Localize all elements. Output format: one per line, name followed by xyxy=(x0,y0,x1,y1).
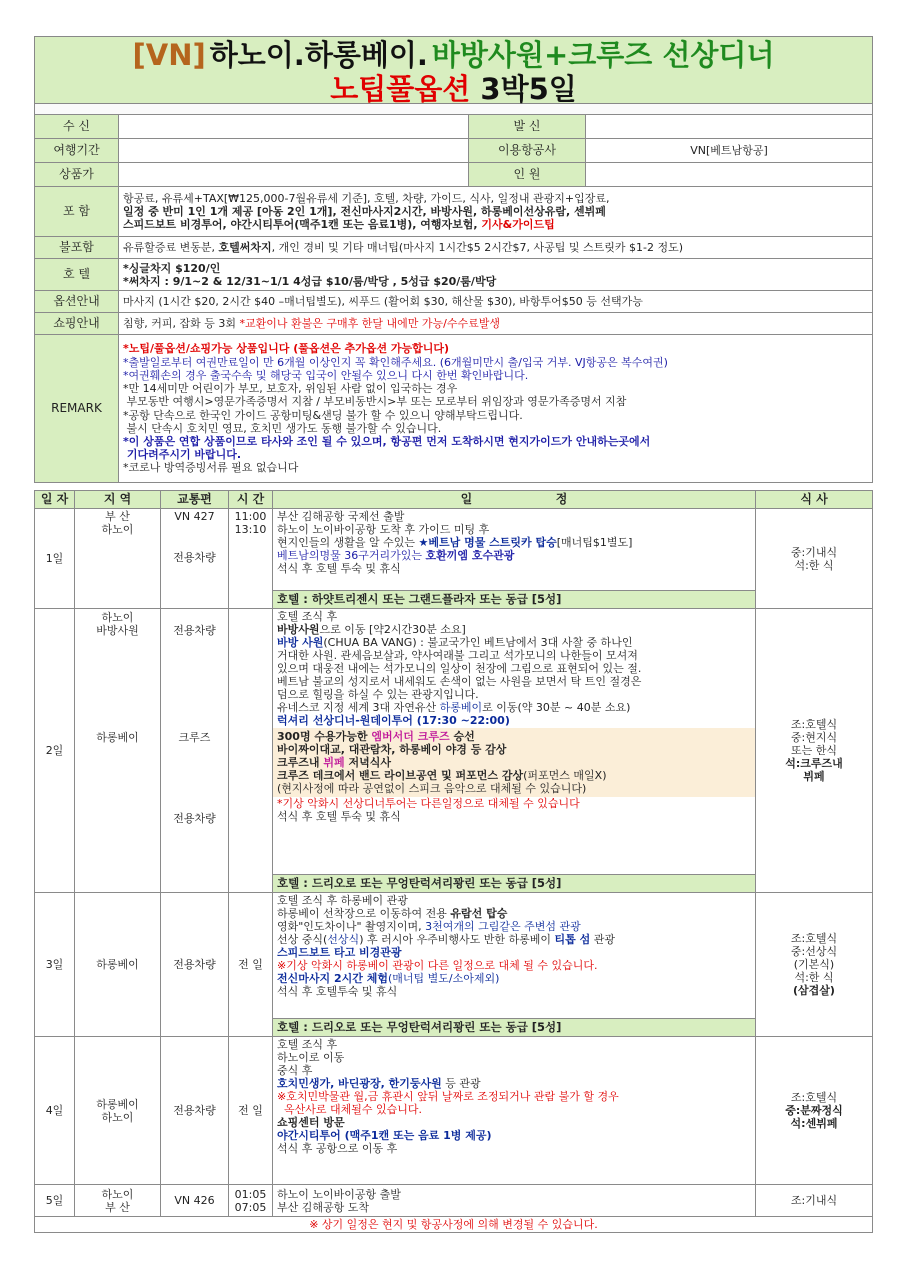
day5-transport: VN 426 xyxy=(161,1185,229,1217)
remark-line: 부모동반 여행시>영문가족증명서 지참 / 부모비동반시>부 또는 모로부터 위임장과 영문가족증명서 지참 xyxy=(123,395,627,409)
schedule-line: ) 후 러시아 우주비행사도 반한 하롱베이 xyxy=(359,933,555,946)
day1-time-depart: 11:00 xyxy=(234,510,267,523)
meal-item: 뷔페 xyxy=(803,770,825,783)
price-label: 상품가 xyxy=(35,163,119,187)
schedule-note: [매너팁$1별도] xyxy=(556,536,633,549)
info-table xyxy=(34,114,873,483)
recipient-value xyxy=(119,115,469,139)
schedule-table xyxy=(34,490,873,1233)
day1-flight: VN 427 xyxy=(174,510,215,523)
babang-highlight: 바방사원 xyxy=(277,623,320,636)
schedule-line: 부산 김해공항 국제선 출발 xyxy=(277,510,405,523)
remark-line: *공항 단속으로 한국인 가이드 공항미팅&샌딩 불가 할 수 있으니 양해부탁드립니다. xyxy=(123,408,523,422)
schedule-line: 하롱베이 선착장으로 이동하여 전용 xyxy=(277,907,451,920)
day2-region-b: 바방사원 xyxy=(96,624,139,637)
period-label: 여행기간 xyxy=(35,139,119,163)
remark-line: 기다려주시기 바랍니다. xyxy=(123,448,242,462)
exclude-label: 불포함 xyxy=(35,237,119,259)
meal-item: 중:현지식 xyxy=(790,731,838,744)
schedule-line: 거대한 사원. 관세음보살과, 약사여래불 그리고 석가모니의 나한들이 모셔져 xyxy=(277,649,638,662)
schedule-line: 하노이 노이바이공항 도착 후 가이드 미팅 후 xyxy=(277,523,490,536)
day5-time xyxy=(229,1185,273,1217)
remark-line: *여권훼손의 경우 출국수속 및 해당국 입국이 안될수 있으니 다시 한번 확인바랍니다. xyxy=(123,368,529,382)
day1-transport xyxy=(161,509,229,609)
day3-label: 3일 xyxy=(35,893,75,1037)
day5-meals: 조:기내식 xyxy=(756,1185,873,1217)
meal-item: 석:크루즈내 xyxy=(785,757,843,770)
day4-label: 4일 xyxy=(35,1037,75,1185)
islands-highlight: 3천여개의 그림같은 주변섬 관광 xyxy=(425,920,581,933)
ambassador-cruise: 엠버서더 크루즈 xyxy=(371,730,450,743)
title-duration: 3박5일 xyxy=(480,72,577,106)
persons-label: 인 원 xyxy=(469,163,586,187)
day2-label: 2일 xyxy=(35,609,75,893)
weather-notice: *기상 악화시 선상디너투어는 다른일정으로 대체될 수 있습니다 xyxy=(277,797,580,810)
schedule-line: 부산 김해공항 도착 xyxy=(277,1200,370,1214)
day5-label: 5일 xyxy=(35,1185,75,1217)
cruise-line: 300명 수용가능한 xyxy=(277,730,372,743)
weather-notice: ※기상 악화시 하롱베이 관광이 다른 일정으로 대체 될 수 있습니다. xyxy=(277,959,598,972)
meal-item: 중:기내식 xyxy=(790,545,838,559)
recipient-label: 수 신 xyxy=(35,115,119,139)
day2-hotel: 호텔 : 드리오로 또는 무엉탄럭셔리꽝린 또는 동급 [5성] xyxy=(273,875,756,893)
exclude-surcharge: 호텔써차지 xyxy=(218,241,272,254)
footer-notice: ※ 상기 일정은 현지 및 항공사정에 의해 변경될 수 있습니다. xyxy=(35,1217,873,1233)
schedule-line: 으로 이동 [약2시간30분 소요] xyxy=(319,623,466,636)
schedule-line: 호텔 조식 후 xyxy=(277,610,338,623)
schedule-line: 유네스코 지정 세계 3대 자연유산 xyxy=(277,701,440,714)
museum-notice-cont: 옥산사로 대체될수 있습니다. xyxy=(277,1103,422,1116)
cruise-line: 승선 xyxy=(449,730,475,743)
title-part2: 바방사원+크루즈 선상디너 xyxy=(431,38,775,72)
schedule-line: 로 이동(약 30분 ~ 40분 소요) xyxy=(482,701,631,714)
cruise-note: (퍼포먼스 매일X) xyxy=(523,769,607,782)
document-title xyxy=(34,36,873,104)
period-value xyxy=(119,139,469,163)
hochiminh-highlight: 호치민생가, 바딘광장, 한기둥사원 xyxy=(277,1077,442,1090)
shopping-value xyxy=(119,313,873,335)
dinner-cruise-title: 럭셔리 선상디너-원데이투어 (17:30 ~22:00) xyxy=(277,714,510,727)
cruise-line: (현지사정에 따라 공연없이 스피크 음악으로 대체될 수 있습니다) xyxy=(277,782,587,795)
day2-meals xyxy=(756,609,873,893)
day2-region-a: 하노이 xyxy=(101,611,134,624)
day4-meals xyxy=(756,1037,873,1185)
hotel-label: 호 텔 xyxy=(35,259,119,291)
cruise-line: 크루즈내 xyxy=(277,756,324,769)
day4-time: 전 일 xyxy=(229,1037,273,1185)
day1-meals xyxy=(756,509,873,609)
include-line2: 일정 중 반미 1인 1개 제공 [아동 2인 1개], 전신마사지2시간, 바방사원, 하롱베이선상유람, 센뷔페 xyxy=(123,205,606,218)
schedule-line: 석식 후 호텔투숙 및 휴식 xyxy=(277,985,398,998)
header-time: 시 간 xyxy=(229,491,273,509)
shopping-part1: 침향, 커피, 잡화 등 3회 xyxy=(123,317,240,330)
title-tag: [VN] xyxy=(132,38,206,72)
halong-highlight: 하롱베이 xyxy=(439,701,483,714)
day5-time-depart: 01:05 xyxy=(234,1187,267,1201)
hoan-kiem-highlight: 호환끼엠 호수관광 xyxy=(425,549,515,562)
day3-schedule xyxy=(273,893,756,1019)
museum-notice: ※호치민박물관 월,금 휴관시 앞뒤 날짜로 조정되거나 관람 불가 할 경우 xyxy=(277,1090,619,1103)
sender-value xyxy=(586,115,873,139)
day2-region xyxy=(75,609,161,893)
meal-item: 석:한 식 xyxy=(794,971,834,984)
day3-meals xyxy=(756,893,873,1037)
price-value xyxy=(119,163,469,187)
meal-item: 석:센뷔페 xyxy=(790,1117,838,1130)
meal-item: (기본식) xyxy=(793,958,835,971)
shopping-visit: 쇼핑센터 방문 xyxy=(277,1116,345,1129)
buffet-highlight: 뷔페 xyxy=(323,756,345,769)
include-tip: 기사&가이드팁 xyxy=(481,218,555,231)
remark-line: *출발일로부터 여권만료일이 만 6개월 이상인지 꼭 확인해주세요. (6개월미만시 출/입국 거부. VJ항공은 복수여권) xyxy=(123,355,668,369)
day1-hotel: 호텔 : 하얏트리젠시 또는 그랜드플라자 또는 동급 [5성] xyxy=(273,591,756,609)
day5-region xyxy=(75,1185,161,1217)
remark-label: REMARK xyxy=(35,335,119,483)
cruise-box xyxy=(273,728,755,797)
remark-line: 불시 단속시 호치민 영묘, 호치민 생가도 동행 불가할 수 있습니다. xyxy=(123,421,442,435)
remark-value xyxy=(119,335,873,483)
day5-region-to: 부 산 xyxy=(105,1200,130,1214)
massage-note: (매너팁 별도/소아제외) xyxy=(387,972,500,985)
day3-time: 전 일 xyxy=(229,893,273,1037)
option-label: 옵션안내 xyxy=(35,291,119,313)
remark-line: *노팁/풀옵션/쇼핑가능 상품입니다 (풀옵션은 추가옵션 가능합니다) xyxy=(123,342,450,356)
schedule-line: 관광 xyxy=(590,933,615,946)
remark-line: *코로나 방역증빙서류 필요 없습니다 xyxy=(123,461,299,475)
schedule-line: 석식 후 공항으로 이동 후 xyxy=(277,1142,398,1155)
header-region: 지 역 xyxy=(75,491,161,509)
section-gap xyxy=(34,483,873,490)
streetcar-highlight: ★베트남 명물 스트릿카 탑승 xyxy=(418,536,557,549)
onboard-lunch: 선상식 xyxy=(327,933,360,946)
meal-item: 조:호텔식 xyxy=(790,1091,838,1104)
day1-time xyxy=(229,509,273,609)
day1-region-to: 하노이 xyxy=(101,523,134,536)
include-line1: 항공료, 유류세+TAX[₩125,000-7월유류세 기준], 호텔, 차량, 가이드, 식사, 일정내 관광지+입장료, xyxy=(123,192,610,205)
day4-schedule xyxy=(273,1037,756,1185)
day1-schedule xyxy=(273,509,756,591)
cruise-line: 저녁식사 xyxy=(344,756,391,769)
exclude-value xyxy=(119,237,873,259)
header-schedule: 일 정 xyxy=(273,491,756,509)
persons-value xyxy=(586,163,873,187)
massage-highlight: 전신마사지 2시간 체험 xyxy=(277,972,388,985)
day4-region-from: 하롱베이 xyxy=(96,1097,139,1111)
meal-item: 조:호텔식 xyxy=(790,932,838,945)
header-meal: 식 사 xyxy=(756,491,873,509)
day1-label: 1일 xyxy=(35,509,75,609)
schedule-line: 석식 후 호텔 투숙 및 휴식 xyxy=(277,810,401,823)
schedule-line: 있으며 대웅전 내에는 석가모니의 일상이 천장에 그림으로 표현되어 있는 절. xyxy=(277,662,642,675)
day5-region-from: 하노이 xyxy=(101,1187,134,1201)
day2-cruise: 크루즈 xyxy=(178,731,211,744)
cruise-boarding: 유람선 탑승 xyxy=(450,907,508,920)
shopping-refund-note: *교환이나 환불은 구매후 한달 내에만 가능/수수료발생 xyxy=(239,317,500,330)
day2-transport xyxy=(161,609,229,893)
night-tour-highlight: 야간시티투어 (맥주1캔 또는 음료 1병 제공) xyxy=(277,1129,492,1142)
meal-item: 석:한 식 xyxy=(794,558,834,572)
meal-item: 조:호텔식 xyxy=(790,718,838,731)
itinerary-document xyxy=(34,36,873,1233)
schedule-line: 하노이로 이동 xyxy=(277,1051,345,1064)
meal-item: 중:선상식 xyxy=(790,945,838,958)
schedule-line: (CHUA BA VANG) : 불교국가인 베트남에서 3대 사찰 중 하나인 xyxy=(323,636,633,649)
schedule-line: 석식 후 호텔 투숙 및 휴식 xyxy=(277,562,401,575)
sender-label: 발 신 xyxy=(469,115,586,139)
titop-island: 티톱 섬 xyxy=(554,933,591,946)
cruise-line: 크루즈 데크에서 밴드 라이브공연 및 퍼포먼스 감상 xyxy=(277,769,524,782)
day2-time xyxy=(229,609,273,893)
day1-vehicle: 전용차량 xyxy=(173,551,216,564)
schedule-line: 중식 후 xyxy=(277,1064,313,1077)
header-transport: 교통편 xyxy=(161,491,229,509)
babang-title: 바방 사원 xyxy=(277,636,324,649)
meal-item: (삼겹살) xyxy=(793,984,835,997)
day1-time-arrive: 13:10 xyxy=(234,523,267,536)
day2-schedule xyxy=(273,609,756,875)
day5-schedule xyxy=(273,1185,756,1217)
header-day: 일 자 xyxy=(35,491,75,509)
day2-region-c: 하롱베이 xyxy=(96,731,139,744)
single-charge: *싱글차지 $120/인 xyxy=(123,261,221,275)
day5-time-arrive: 07:05 xyxy=(234,1200,267,1214)
day2-vehicle-2: 전용차량 xyxy=(173,812,216,825)
title-no-tip: 노팁풀옵션 xyxy=(330,72,471,106)
shopping-label: 쇼핑안내 xyxy=(35,313,119,335)
meal-item: 또는 한식 xyxy=(790,744,837,757)
include-label: 포 함 xyxy=(35,187,119,237)
schedule-line: 등 관광 xyxy=(441,1077,481,1090)
include-line3: 스피드보트 비경투어, 야간시티투어(맥주1캔 또는 음료1병), 여행자보험, xyxy=(123,218,482,231)
schedule-line: 현지인들의 생활을 알 수있는 xyxy=(277,536,419,549)
include-value xyxy=(119,187,873,237)
remark-line: *만 14세미만 어린이가 부모, 보호자, 위임된 사람 없이 입국하는 경우 xyxy=(123,382,458,396)
day3-region: 하롱베이 xyxy=(75,893,161,1037)
schedule-line: 하노이 노이바이공항 출발 xyxy=(277,1187,401,1201)
day2-vehicle: 전용차량 xyxy=(173,624,216,637)
hotel-value xyxy=(119,259,873,291)
cruise-line: 바이짜이대교, 대관람차, 하롱베이 야경 등 감상 xyxy=(277,743,507,756)
schedule-line: 선상 중식( xyxy=(277,933,328,946)
airline-label: 이용항공사 xyxy=(469,139,586,163)
speedboat-highlight: 스피드보트 타고 비경관광 xyxy=(277,946,402,959)
option-value: 마사지 (1시간 $20, 2시간 $40 –매너팁별도), 씨푸드 (활어회 $30, 해산물 $30), 바항투어$50 등 선택가능 xyxy=(119,291,873,313)
day4-region xyxy=(75,1037,161,1185)
surcharge-info: *써차지 : 9/1~2 & 12/31~1/1 4성급 $10/룸/박당 , 5성급 $20/룸/박당 xyxy=(123,274,497,288)
meal-item: 중:분짜정식 xyxy=(785,1104,843,1117)
airline-value: VN[베트남항공] xyxy=(586,139,873,163)
exclude-part1: 유류할증료 변동분, xyxy=(123,241,219,254)
schedule-line: 호텔 조식 후 하롱베이 관광 xyxy=(277,894,408,907)
day1-region xyxy=(75,509,161,609)
schedule-line: 덤으로 힐링을 하실 수 있는 관광지입니다. xyxy=(277,688,479,701)
schedule-line: 호텔 조식 후 xyxy=(277,1038,338,1051)
day4-region-to: 하노이 xyxy=(101,1110,134,1124)
exclude-part2: , 개인 경비 및 기타 매너팁(마사지 1시간$5 2시간$7, 사공팁 및 스트릿카 $1-2 정도) xyxy=(271,241,684,254)
day3-transport: 전용차량 xyxy=(161,893,229,1037)
remark-line: *이 상품은 연합 상품이므로 타사와 조인 될 수 있으며, 항공편 먼저 도착하시면 현지가이드가 안내하는곳에서 xyxy=(123,434,651,448)
day3-hotel: 호텔 : 드리오로 또는 무엉탄럭셔리꽝린 또는 동급 [5성] xyxy=(273,1019,756,1037)
day4-transport: 전용차량 xyxy=(161,1037,229,1185)
schedule-line: 영화"인도차이나" 촬영지이며, xyxy=(277,920,426,933)
schedule-line: 베트남의명물 36구거리가있는 xyxy=(277,549,426,562)
day1-region-from: 부 산 xyxy=(105,510,130,523)
title-part1: 하노이.하롱베이. xyxy=(209,38,428,72)
schedule-line: 베트남 불교의 성지로서 내세워도 손색이 없는 사원을 보면서 탁 트인 절경은 xyxy=(277,675,642,688)
